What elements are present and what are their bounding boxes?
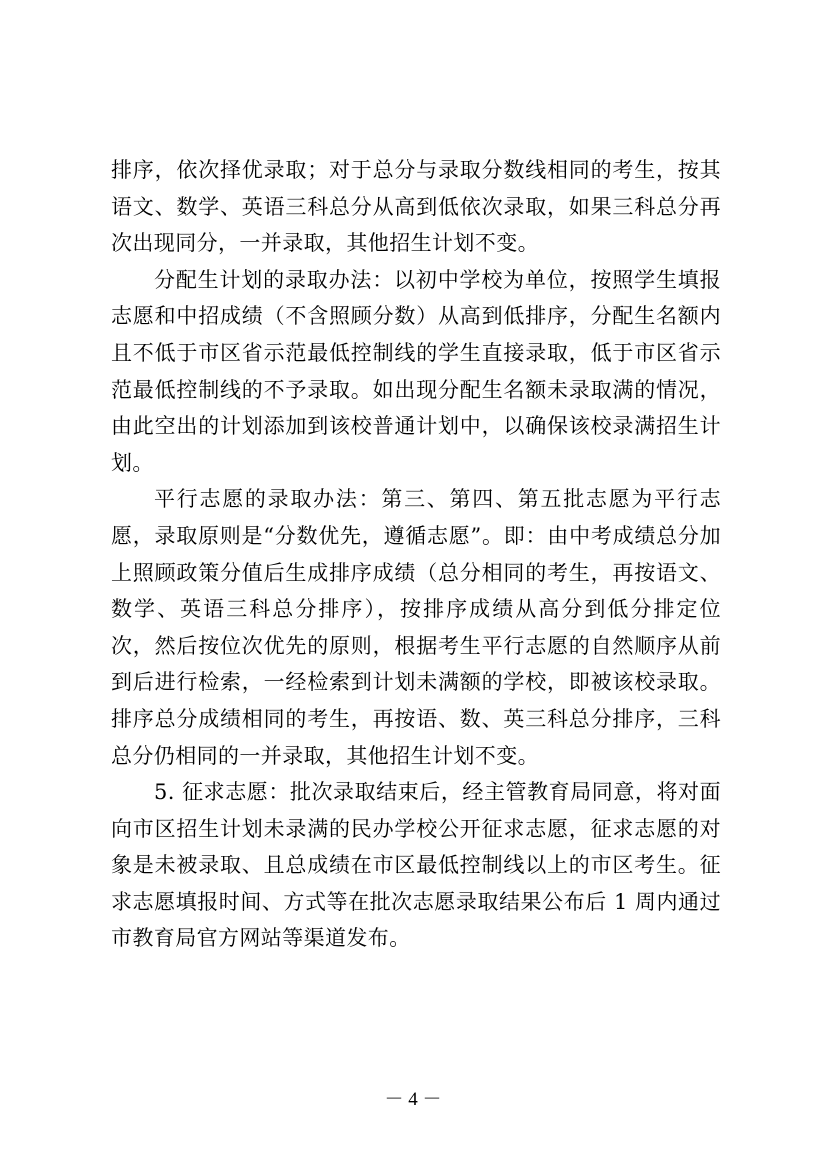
paragraph-solicit-volunteer: 5. 征求志愿：批次录取结束后，经主管教育局同意，将对面向市区招生计划未录满的民办学校公开征求志愿，征求志愿的对象是未被录取、且总成绩在市区最低控制线以上的市区考生。征求志愿填报时间、方式等在批次志愿录取结果公布后 1 周内通过市教育局官方网站等渠道发布。	[111, 780, 721, 951]
paragraph-ranking-continuation: 排序，依次择优录取；对于总分与录取分数线相同的考生，按其语文、数学、英语三科总分从高到低依次录取，如果三科总分再次出现同分，一并录取，其他招生计划不变。	[111, 158, 721, 256]
paragraph-parallel-admission: 平行志愿的录取办法：第三、第四、第五批志愿为平行志愿，录取原则是“分数优先，遵循志愿”。即：由中考成绩总分加上照顾政策分值后生成排序成绩（总分相同的考生，再按语文、数学、英语三科总分排序），按排序成绩从高分到低分排定位次，然后按位次优先的原则，根据考生平行志愿的自然顺序从前到后进行检索，一经检索到计划未满额的学校，即被该校录取。排序总分成绩相同的考生，再按语、数、英三科总分排序，三科总分仍相同的一并录取，其他招生计划不变。	[111, 487, 721, 768]
page-number: － 4 －	[384, 1089, 442, 1110]
document-body	[111, 152, 721, 957]
paragraph-allocation-admission: 分配生计划的录取办法：以初中学校为单位，按照学生填报志愿和中招成绩（不含照顾分数）从高到低排序，分配生名额内且不低于市区省示范最低控制线的学生直接录取，低于市区省示范最低控制线的不予录取。如出现分配生名额未录取满的情况，由此空出的计划添加到该校普通计划中，以确保该校录满招生计划。	[111, 267, 721, 475]
